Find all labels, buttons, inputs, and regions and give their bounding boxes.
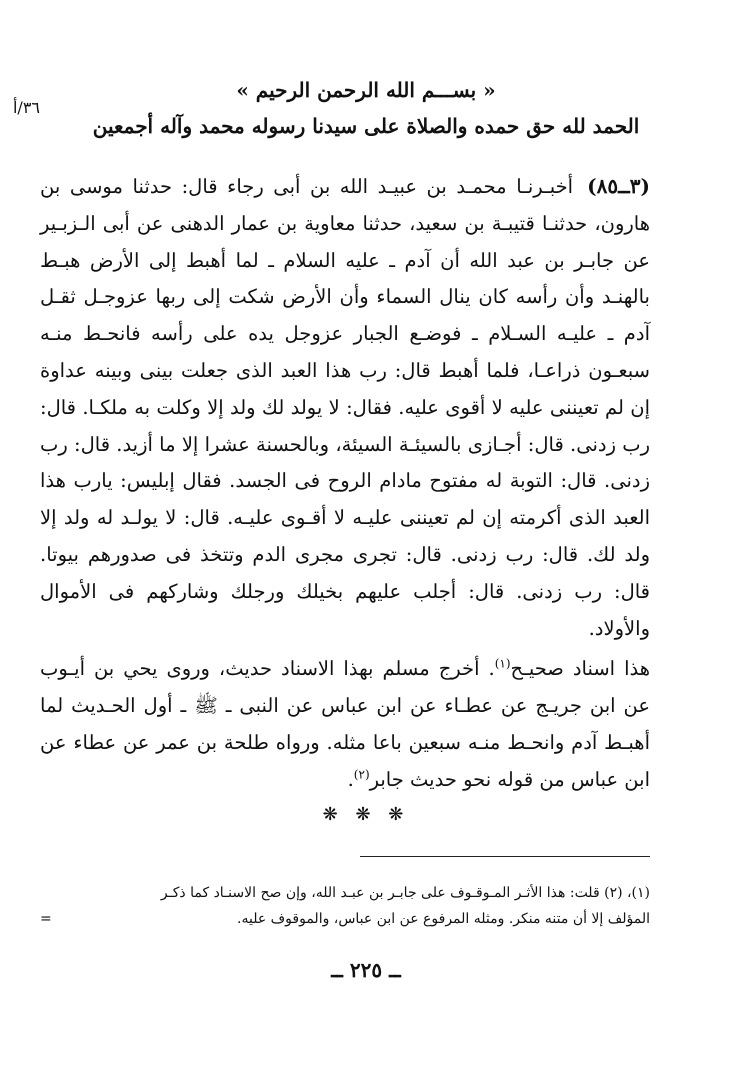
- main-text: [40, 168, 650, 799]
- footnote-line-2: [40, 906, 650, 932]
- commentary-text-a: هذا اسناد صحيـح: [510, 657, 651, 681]
- hadith-number: (٣ــ٨٥): [587, 174, 650, 198]
- commentary-paragraph: [40, 651, 650, 798]
- footnote-ref-2[interactable]: (٢): [353, 767, 370, 782]
- footnotes: [40, 880, 650, 932]
- section-separator-stars: ❋ ❋ ❋: [322, 804, 410, 825]
- hadith-text: أخبـرنـا محمـد بن عبيـد الله بن أبى رجاء قال: حدثنا موسى بن هارون، حدثنـا قتيبـة بن سعيد، حدثنا معاوية بن عمار الدهنى عن أبى الـزبـير عن جابـر بن عبد الله أن آدم ـ عليه السلام ـ لما أهبط إلى الأرض هبـط بالهنـد وأن رأسه كان ينال السماء وأن الأرض شكت إلى ربها عزوجـل ثقـل آدم ـ عليـه السـلام ـ فوضـع الجبار عزوجل يده على رأسه فانحـط منـه سبعـون ذراعـا، فلما أهبط قال: رب هذا العبد الذى جعلت بينى وبينه عداوة إن لم تعيننى عليه لا أقوى عليه. فقال: لا يولد لك ولد إلا وكلت به ملكـا. قال: رب زدنى. قال: أجـازى بالسيئـة السيئة، وبالحسنة عشرا إلا ما أزيد. قال: رب زدنى. قال: التوبة له مفتوح مادام الروح فى الجسد. فقال إبليس: يارب هذا العبد الذى أكرمته إن لم تعيننى عليـه لا أقـوى عليـه. قال: لا يولـد له ولد إلا ولد لك. قال: رب زدنى. قال: تجرى مجرى الدم وتتخذ فى صدورهم بيوتا. قال: رب زدنى. قال: أجلب عليهم بخيلك ورجلك وشاركهم فى الأموال والأولاد.: [40, 175, 650, 640]
- basmala-heading: « بســـم الله الرحمن الرحيم »: [236, 78, 496, 102]
- commentary-end: .: [347, 767, 354, 791]
- footnote-continuation-mark: =: [40, 911, 52, 927]
- footnote-divider: [360, 856, 650, 857]
- footnote-ref-1[interactable]: (١): [494, 656, 511, 671]
- footnote-line-2-text: المؤلف إلا أن متنه منكر. ومثله المرفوع عن ابن عباس، والموقوف عليه.: [237, 911, 650, 927]
- manuscript-folio-reference: ٣٦/أ: [12, 98, 40, 117]
- hadith-paragraph: [40, 168, 650, 647]
- commentary-text-b: . أخرج مسلم بهذا الاسناد حديث، وروى يحي بن أيـوب عن ابن جريـج عن عطـاء عن ابن عباس عن النبى ـ ﷺ ـ أول الحـديث لما أهبـط آدم وانحـط منـه سبعين باعا مثله. ورواه طلحة بن عمر عن عطاء عن ابن عباس من قوله نحو حديث جابر: [40, 657, 650, 791]
- footnote-line-1: (١)، (٢) قلت: هذا الأثـر المـوقـوف على جابـر بن عبـد الله، وإن صح الاسنـاد كما ذكـر: [160, 885, 650, 901]
- page-number: ــ ٢٢٥ ــ: [331, 958, 401, 982]
- opening-praise-line: الحمد لله حق حمده والصلاة على سيدنا رسوله محمد وآله أجمعين: [92, 114, 640, 138]
